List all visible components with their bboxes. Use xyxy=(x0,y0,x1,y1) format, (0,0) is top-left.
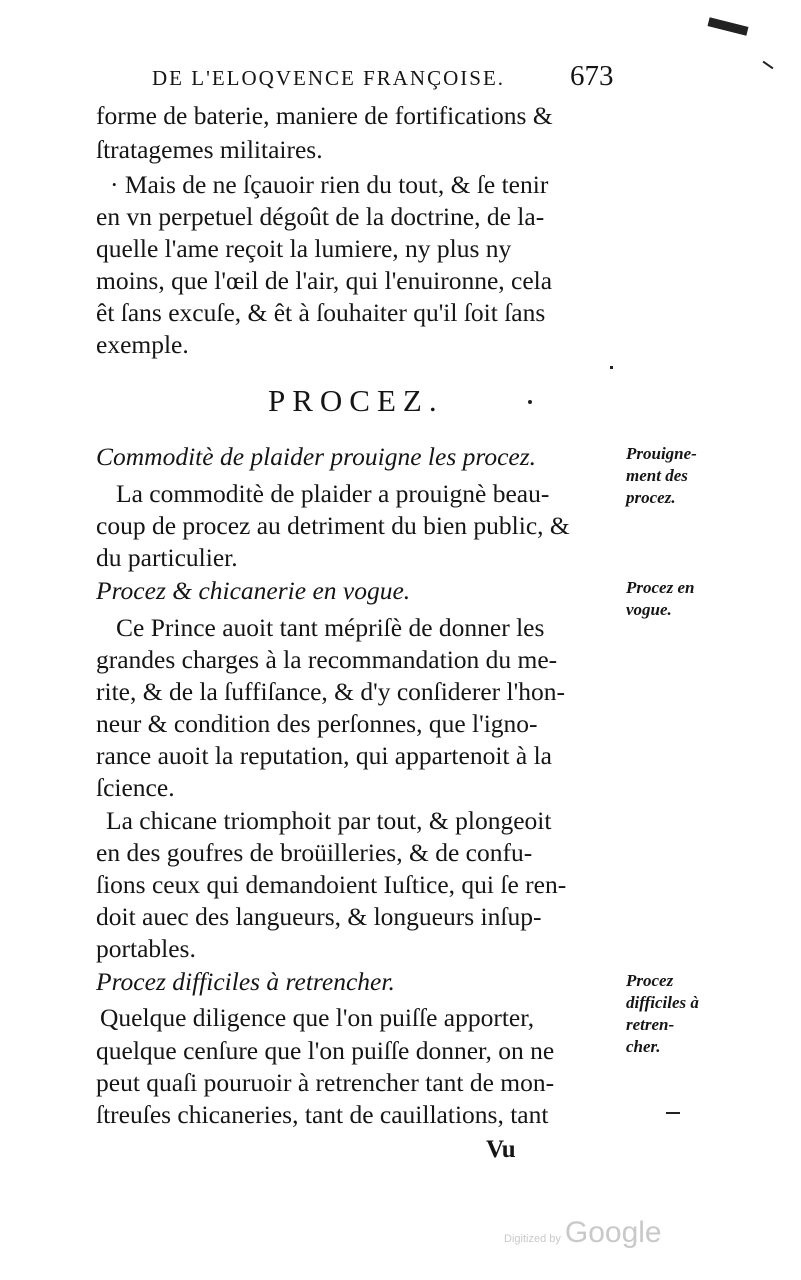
text-line: grandes charges à la recommandation du me- xyxy=(96,645,558,674)
margin-note-line: procez. xyxy=(626,488,676,507)
entry-subhead: Procez difficiles à retrencher. xyxy=(96,967,395,996)
margin-note xyxy=(626,970,699,1058)
text-line: quelle l'ame reçoit la lumiere, ny plus ny xyxy=(96,234,512,263)
watermark-brand: Google xyxy=(564,1216,662,1249)
text-line: du particulier. xyxy=(96,543,238,572)
text-line: peut quaſi pouruoir à retrencher tant de mon- xyxy=(96,1068,555,1097)
entry-subhead: Procez & chicanerie en vogue. xyxy=(96,576,411,605)
text-line: La commoditè de plaider a prouignè beau- xyxy=(116,479,550,508)
text-line: ſcience. xyxy=(96,773,175,802)
text-line: moins, que l'œil de l'air, qui l'enuironne, cela xyxy=(96,266,553,295)
text-line: en vn perpetuel dégoût de la doctrine, de la- xyxy=(96,202,545,231)
margin-note xyxy=(626,443,697,509)
ink-blot xyxy=(610,366,613,369)
text-line: rite, & de la ſuffiſance, & d'y conſiderer l'hon- xyxy=(96,677,565,706)
margin-note-line: cher. xyxy=(626,1037,661,1056)
text-line: exemple. xyxy=(96,330,189,359)
text-line: ſtreuſes chicaneries, tant de cauillations, tant xyxy=(96,1100,549,1129)
text-line: Ce Prince auoit tant mépriſè de donner les xyxy=(116,613,545,642)
margin-note-line: Prouigne- xyxy=(626,444,697,463)
margin-note-line: Procez en xyxy=(626,578,695,597)
text-line: doit auec des langueurs, & longueurs inſup- xyxy=(96,902,542,931)
ink-blot xyxy=(666,1112,680,1114)
ink-blot xyxy=(708,17,749,35)
margin-note-line: ment des xyxy=(626,466,688,485)
catchword: Vu xyxy=(486,1136,516,1163)
entry-subhead: Commoditè de plaider prouigne les procez. xyxy=(96,442,537,471)
text-line: · Mais de ne ſçauoir rien du tout, & ſe tenir xyxy=(110,170,549,199)
text-line: forme de baterie, maniere de fortifications & xyxy=(96,101,553,130)
watermark-prefix: Digitized by xyxy=(504,1233,561,1245)
text-line: Quelque diligence que l'on puiſſe apporter, xyxy=(100,1003,535,1032)
margin-note-line: Procez xyxy=(626,971,674,990)
margin-note xyxy=(626,577,694,621)
google-watermark xyxy=(504,1216,662,1250)
running-title: DE L'ELOQVENCE FRANÇOISE. xyxy=(152,66,506,90)
margin-note-line: vogue. xyxy=(626,600,672,619)
margin-note-line: retren- xyxy=(626,1015,675,1034)
text-line: neur & condition des perſonnes, que l'igno- xyxy=(96,709,538,738)
text-line: quelque cenſure que l'on puiſſe donner, on ne xyxy=(96,1036,555,1065)
section-heading: PROCEZ. xyxy=(268,383,444,418)
text-line: en des goufres de broüilleries, & de confu- xyxy=(96,838,533,867)
text-line: rance auoit la reputation, qui appartenoit à la xyxy=(96,741,552,770)
text-line: ſions ceux qui demandoient Iuſtice, qui ſe ren- xyxy=(96,870,567,899)
page-number: 673 xyxy=(570,60,614,92)
text-line: êt ſans excuſe, & êt à ſouhaiter qu'il ſoit ſans xyxy=(96,298,546,327)
text-line: coup de procez au detriment du bien public, & xyxy=(96,511,570,540)
text-line: ſtratagemes militaires. xyxy=(96,135,323,164)
text-line: La chicane triomphoit par tout, & plongeoit xyxy=(106,806,552,835)
text-line: portables. xyxy=(96,934,196,963)
ink-blot xyxy=(763,61,774,70)
margin-note-line: difficiles à xyxy=(626,993,699,1012)
ink-blot xyxy=(528,400,532,404)
